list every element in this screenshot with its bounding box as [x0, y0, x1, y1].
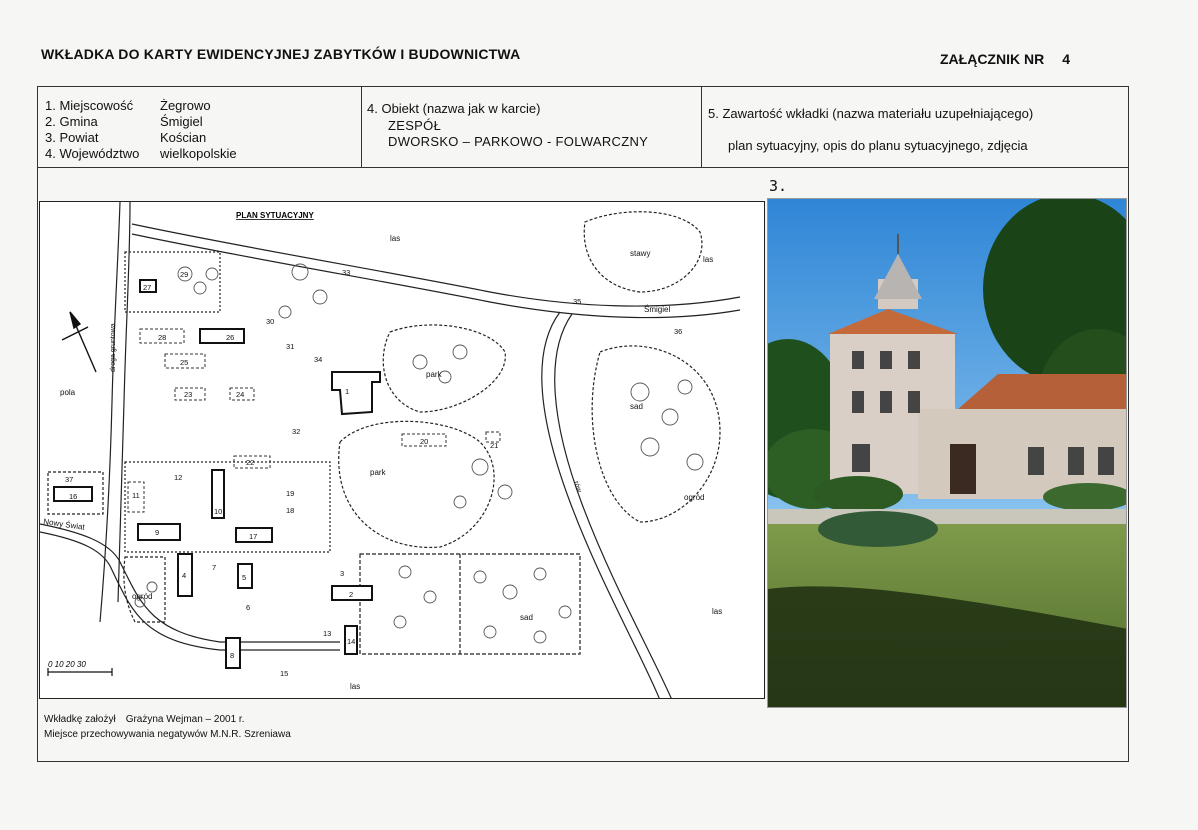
- road-line: [118, 202, 130, 602]
- location-label: 2. Gmina: [45, 114, 98, 129]
- map-number: 14: [347, 637, 356, 646]
- footer-created: [44, 714, 244, 725]
- footer-created-label: Wkładkę założył: [44, 714, 116, 725]
- info-header-row: [37, 86, 1129, 168]
- map-number: 32: [292, 427, 301, 436]
- map-number: 3: [340, 569, 345, 578]
- plan-title: PLAN SYTUACYJNY: [236, 211, 314, 220]
- map-number: 15: [280, 669, 289, 678]
- map-number: 27: [143, 283, 152, 292]
- location-row: [45, 98, 237, 114]
- map-number: 31: [286, 342, 295, 351]
- map-number: 11: [132, 491, 140, 500]
- location-row: [45, 130, 237, 146]
- map-number: 18: [286, 506, 295, 515]
- map-number: 7: [212, 563, 217, 572]
- map-number: 36: [674, 327, 683, 336]
- map-number: 19: [286, 489, 295, 498]
- photo-illustration: [768, 199, 1127, 708]
- footer-created-by: Grażyna Wejman – 2001 r.: [125, 714, 245, 725]
- label-las-top-right: las: [703, 255, 714, 264]
- contents-value: plan sytuacyjny, opis do planu sytuacyjnego, zdjęcia: [728, 138, 1028, 153]
- attachment-heading: [940, 51, 1070, 67]
- location-table: [45, 98, 237, 162]
- map-number: 25: [180, 358, 189, 367]
- scale-text: 0 10 20 30: [48, 660, 86, 669]
- location-cell: [37, 86, 362, 167]
- label-droga-gruntowa: droga gruntowa: [110, 323, 117, 372]
- map-number: 6: [246, 603, 251, 612]
- location-label: 3. Powiat: [45, 130, 99, 145]
- object-name-line1: ZESPÓŁ: [388, 118, 442, 133]
- situation-plan: [39, 201, 765, 699]
- map-number: 20: [420, 437, 429, 446]
- park-outline: [339, 421, 494, 547]
- map-number: 10: [214, 507, 223, 516]
- label-park-upper: park: [426, 370, 442, 379]
- label-pola: pola: [60, 388, 76, 397]
- north-arrow-icon: [62, 312, 96, 372]
- manor-house-photo: [767, 198, 1127, 708]
- building-26: [200, 329, 244, 343]
- map-number: 33: [342, 268, 351, 277]
- map-number: 24: [236, 390, 245, 399]
- map-number: 35: [573, 297, 582, 306]
- label-park-lower: park: [370, 468, 386, 477]
- map-number: 29: [180, 270, 189, 279]
- building-manor: [332, 372, 380, 414]
- map-number: 28: [158, 333, 167, 342]
- location-value: Śmigiel: [160, 114, 203, 129]
- object-cell: [362, 86, 702, 167]
- attachment-number: 4: [1062, 51, 1071, 67]
- label-sad-upper: sad: [630, 402, 643, 411]
- map-number: 8: [230, 651, 235, 660]
- map-number: 23: [184, 390, 193, 399]
- document-title: WKŁADKA DO KARTY EWIDENCYJNEJ ZABYTKÓW I BUDOWNICTWA: [41, 46, 521, 62]
- contents-heading: 5. Zawartość wkładki (nazwa materiału uzupełniającego): [708, 106, 1034, 121]
- map-number: 37: [65, 475, 74, 484]
- location-row: [45, 114, 237, 130]
- location-label: 1. Miejscowość: [45, 98, 134, 113]
- location-value: Żegrowo: [160, 98, 211, 113]
- situation-plan-drawing: [40, 202, 765, 699]
- map-number: 26: [226, 333, 235, 342]
- label-ogrod-left: ogród: [132, 592, 153, 601]
- map-number: 34: [314, 355, 323, 364]
- label-sad-lower: sad: [520, 613, 533, 622]
- map-number: 21: [490, 441, 499, 450]
- label-las-right: las: [712, 607, 723, 616]
- location-value: Kościan: [160, 130, 207, 145]
- label-las-bottom: las: [350, 682, 361, 691]
- footer-negatives: Miejsce przechowywania negatywów M.N.R. Szreniawa: [44, 729, 291, 740]
- object-heading: 4. Obiekt (nazwa jak w karcie): [367, 101, 541, 116]
- location-label: 4. Województwo: [45, 146, 140, 161]
- map-number: 1: [345, 387, 350, 396]
- scale-bar: [48, 668, 112, 676]
- park-outline: [383, 325, 505, 412]
- map-number: 5: [242, 573, 247, 582]
- label-smigiel-road: Śmigiel: [644, 305, 671, 314]
- location-value: wielkopolskie: [160, 146, 237, 161]
- map-number: 9: [155, 528, 160, 537]
- orchard-lower: [360, 554, 580, 654]
- figure-number: 3.: [769, 177, 788, 195]
- label-las-top: las: [390, 234, 401, 243]
- attachment-label: ZAŁĄCZNIK NR: [940, 51, 1045, 67]
- map-number: 22: [246, 458, 255, 467]
- map-number: 13: [323, 629, 332, 638]
- label-nowy-swiat: Nowy Świat: [42, 517, 86, 532]
- map-number: 16: [69, 492, 78, 501]
- location-row: [45, 146, 237, 162]
- ditch-line: [542, 312, 660, 699]
- map-number: 17: [249, 532, 258, 541]
- label-stawy: stawy: [630, 249, 651, 258]
- object-name-line2: DWORSKO – PARKOWO - FOLWARCZNY: [388, 134, 649, 149]
- road-line: [100, 202, 120, 622]
- map-number: 2: [349, 590, 354, 599]
- contents-cell: [702, 86, 1129, 167]
- map-number: 12: [174, 473, 183, 482]
- map-number: 4: [182, 571, 187, 580]
- road-line: [132, 224, 740, 306]
- map-number: 30: [266, 317, 275, 326]
- garden-outline: [124, 557, 165, 622]
- label-row: rów: [572, 480, 583, 494]
- label-ogrod-right: ogród: [684, 493, 705, 502]
